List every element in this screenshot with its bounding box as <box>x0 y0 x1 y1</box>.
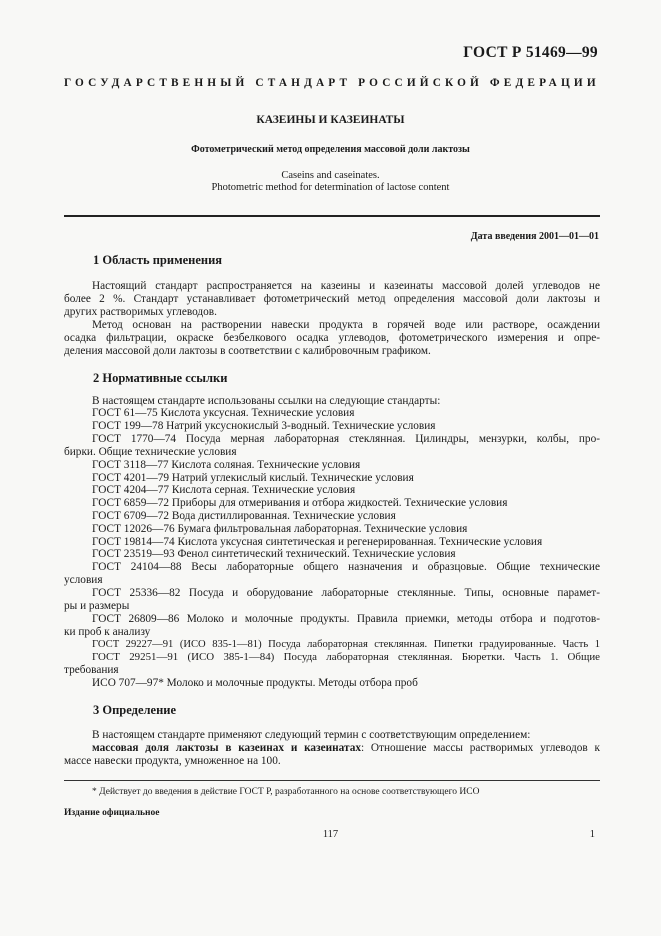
definition-term: массовая доля лактозы в казеинах и казеинатах <box>92 742 361 754</box>
reference-line: ГОСТ 26809—86 Молоко и молочные продукты. Правила приемки, методы отбора и подготов- <box>92 613 600 625</box>
reference-line: ГОСТ 29227—91 (ИСО 835-1—81) Посуда лабораторная стеклянная. Пипетки градуированные. Часть 1 <box>92 639 600 650</box>
reference-line: ГОСТ 1770—74 Посуда мерная лабораторная стеклянная. Цилиндры, мензурки, колбы, про- <box>92 433 600 445</box>
reference-line: ГОСТ 25336—82 Посуда и оборудование лабораторные стеклянные. Типы, основные парамет- <box>92 587 600 599</box>
edition-label: Издание официальное <box>64 808 160 818</box>
reference-line: ГОСТ 6709—72 Вода дистиллированная. Технические условия <box>92 510 396 522</box>
reference-line: ки проб к анализу <box>64 626 151 638</box>
section-1-line: осадка фильтрации, окраске безбелкового осадка углеводов, фотометрического измерения и опре- <box>64 332 600 344</box>
english-title-line-1: Caseins and caseinates. <box>281 170 380 181</box>
reference-line: ГОСТ 6859—72 Приборы для отмеривания и отбора жидкостей. Технические условия <box>92 497 508 509</box>
definition-intro: В настоящем стандарте применяют следующий термин с соответствующим определением: <box>92 729 531 741</box>
section-1-line: других растворимых углеводов. <box>64 306 217 318</box>
title-divider <box>64 215 600 217</box>
section-2-heading: 2 Нормативные ссылки <box>93 371 228 385</box>
page-number: 117 <box>322 829 339 840</box>
document-subtitle: Фотометрический метод определения массовой доли лактозы <box>191 144 470 155</box>
sheet-number: 1 <box>589 829 595 840</box>
reference-line: ГОСТ 3118—77 Кислота соляная. Технические условия <box>92 459 361 471</box>
document-title: КАЗЕИНЫ И КАЗЕИНАТЫ <box>256 114 405 126</box>
section-1-line: деления массовой доли лактозы в соответствии с калибровочным графиком. <box>64 345 431 357</box>
reference-line: ры и размеры <box>64 600 130 612</box>
reference-line: В настоящем стандарте использованы ссылки на следующие стандарты: <box>92 395 441 407</box>
section-1-line: более 2 %. Стандарт устанавливает фотометрический метод определения массовой доли лактозы и <box>64 293 600 305</box>
reference-line: ГОСТ 12026—76 Бумага фильтровальная лабораторная. Технические условия <box>92 523 468 535</box>
reference-line: ИСО 707—97* Молоко и молочные продукты. Методы отбора проб <box>92 677 418 689</box>
section-1-heading: 1 Область применения <box>93 253 223 267</box>
reference-line: условия <box>64 574 103 586</box>
reference-line: ГОСТ 19814—74 Кислота уксусная синтетическая и регенерированная. Технические условия <box>92 536 543 548</box>
gost-number: ГОСТ Р 51469—99 <box>463 44 598 61</box>
reference-line: требования <box>64 664 119 676</box>
definition-line-2: массе навески продукта, умноженное на 100. <box>64 755 281 767</box>
reference-line: ГОСТ 4204—77 Кислота серная. Технические условия <box>92 484 356 496</box>
state-standard-banner: ГОСУДАРСТВЕННЫЙ СТАНДАРТ РОССИЙСКОЙ ФЕДЕРАЦИИ <box>64 77 600 89</box>
section-1-line: Настоящий стандарт распространяется на казеины и казеинаты массовой долей углеводов не <box>92 280 600 292</box>
footnote-divider <box>64 780 600 781</box>
reference-line: ГОСТ 24104—88 Весы лабораторные общего назначения и образцовые. Общие технические <box>92 561 600 573</box>
definition-line <box>92 742 600 755</box>
section-1-line: Метод основан на растворении навески продукта в горячей воде или растворе, осаждении <box>92 319 600 331</box>
section-3-heading: 3 Определение <box>93 703 177 717</box>
reference-line: ГОСТ 199—78 Натрий уксуснокислый 3-водный. Технические условия <box>92 420 436 432</box>
english-title-line-2: Photometric method for determination of lactose content <box>211 182 450 193</box>
reference-line: ГОСТ 23519—93 Фенол синтетический технический. Технические условия <box>92 548 456 560</box>
definition-text: : Отношение массы растворимых углеводов к <box>361 742 600 754</box>
reference-line: ГОСТ 29251—91 (ИСО 385-1—84) Посуда лабораторная стеклянная. Бюретки. Часть 1. Общие <box>92 651 600 663</box>
reference-line: ГОСТ 61—75 Кислота уксусная. Технические условия <box>92 407 355 419</box>
reference-line: ГОСТ 4201—79 Натрий углекислый кислый. Технические условия <box>92 472 414 484</box>
footnote: * Действует до введения в действие ГОСТ Р, разработанного на основе соответствующего ИСО <box>92 787 480 797</box>
introduction-date: Дата введения 2001—01—01 <box>470 231 599 242</box>
reference-line: бирки. Общие технические условия <box>64 446 237 458</box>
